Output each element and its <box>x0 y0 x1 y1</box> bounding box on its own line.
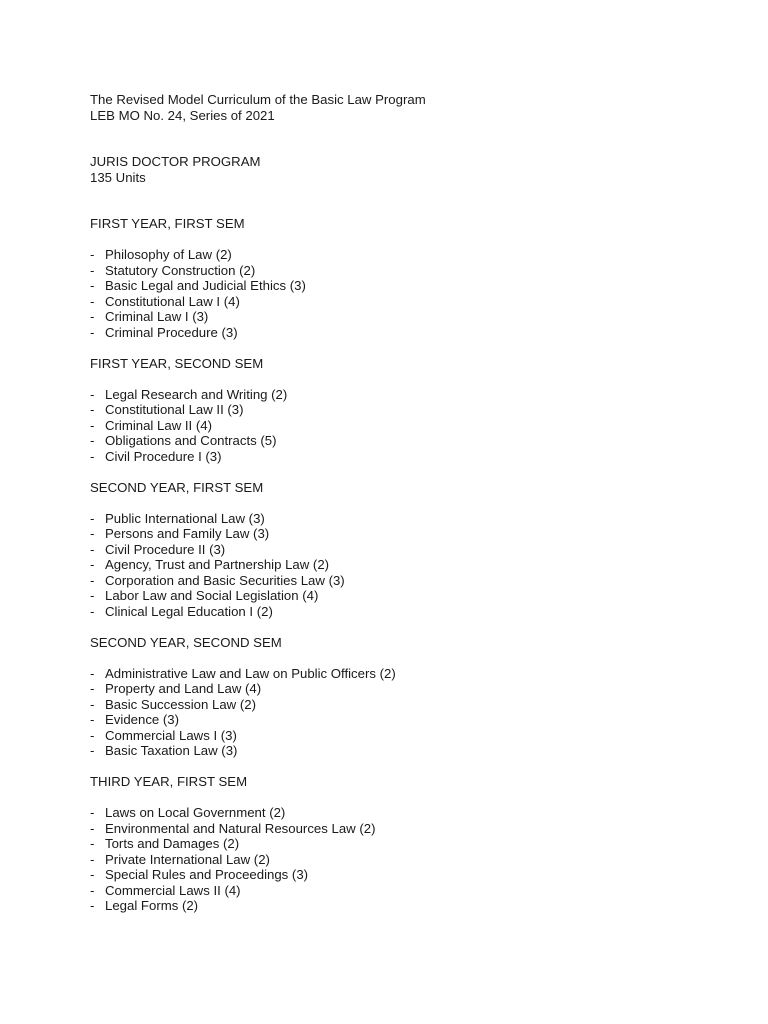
dash-bullet-icon: - <box>90 526 95 541</box>
course-item <box>90 309 730 325</box>
course-label: Environmental and Natural Resources Law (2) <box>105 820 376 836</box>
course-item <box>90 604 730 620</box>
dash-bullet-icon: - <box>90 402 95 417</box>
section-heading: FIRST YEAR, FIRST SEM <box>90 216 245 231</box>
course-label: Labor Law and Social Legislation (4) <box>105 588 319 603</box>
dash-bullet-icon: - <box>90 309 95 324</box>
course-label: Constitutional Law II (3) <box>105 402 244 417</box>
course-label: Philosophy of Law (2) <box>105 247 232 262</box>
dash-bullet-icon: - <box>90 588 95 603</box>
dash-bullet-icon: - <box>90 898 95 913</box>
section-heading: SECOND YEAR, SECOND SEM <box>90 634 282 650</box>
curriculum-sections <box>90 216 730 914</box>
course-label: Special Rules and Proceedings (3) <box>105 867 309 882</box>
course-item <box>90 247 730 263</box>
course-list <box>90 247 730 340</box>
course-label: Basic Taxation Law (3) <box>105 743 238 758</box>
course-item <box>90 511 730 527</box>
course-label: Torts and Damages (2) <box>105 836 240 851</box>
course-list <box>90 511 730 620</box>
dash-bullet-icon: - <box>90 386 95 402</box>
document-header <box>90 92 730 123</box>
course-label: Laws on Local Government (2) <box>105 805 286 820</box>
dash-bullet-icon: - <box>90 851 95 867</box>
dash-bullet-icon: - <box>90 557 95 572</box>
program-units: 135 Units <box>90 169 146 185</box>
dash-bullet-icon: - <box>90 743 95 758</box>
course-item <box>90 402 730 418</box>
dash-bullet-icon: - <box>90 696 95 712</box>
curriculum-section <box>90 356 730 465</box>
section-heading: THIRD YEAR, FIRST SEM <box>90 774 248 789</box>
course-label: Commercial Laws I (3) <box>105 727 237 743</box>
dash-bullet-icon: - <box>90 278 95 293</box>
course-label: Criminal Procedure (3) <box>105 324 238 340</box>
curriculum-section <box>90 216 730 340</box>
section-heading: FIRST YEAR, SECOND SEM <box>90 355 264 371</box>
course-label: Persons and Family Law (3) <box>105 526 270 541</box>
course-item <box>90 712 730 728</box>
course-item <box>90 433 730 449</box>
course-item <box>90 588 730 604</box>
dash-bullet-icon: - <box>90 324 95 340</box>
course-label: Clinical Legal Education I (2) <box>105 603 273 619</box>
course-label: Obligations and Contracts (5) <box>105 433 277 448</box>
course-item <box>90 836 730 852</box>
program-block <box>90 154 730 185</box>
document-reference: LEB MO No. 24, Series of 2021 <box>90 107 275 123</box>
course-list <box>90 387 730 465</box>
course-item <box>90 387 730 403</box>
course-item <box>90 278 730 294</box>
course-item <box>90 526 730 542</box>
dash-bullet-icon: - <box>90 572 95 588</box>
dash-bullet-icon: - <box>90 247 95 262</box>
curriculum-section <box>90 635 730 759</box>
dash-bullet-icon: - <box>90 712 95 727</box>
course-label: Criminal Law I (3) <box>105 309 209 324</box>
course-label: Basic Legal and Judicial Ethics (3) <box>105 278 306 293</box>
course-item <box>90 697 730 713</box>
course-item <box>90 728 730 744</box>
dash-bullet-icon: - <box>90 820 95 836</box>
course-item <box>90 898 730 914</box>
dash-bullet-icon: - <box>90 836 95 851</box>
dash-bullet-icon: - <box>90 510 95 526</box>
course-label: Basic Succession Law (2) <box>105 696 256 712</box>
dash-bullet-icon: - <box>90 727 95 743</box>
curriculum-section <box>90 774 730 914</box>
course-item <box>90 666 730 682</box>
section-heading: SECOND YEAR, FIRST SEM <box>90 479 264 495</box>
dash-bullet-icon: - <box>90 293 95 309</box>
course-item <box>90 821 730 837</box>
course-label: Administrative Law and Law on Public Officers (2) <box>105 665 396 681</box>
dash-bullet-icon: - <box>90 805 95 820</box>
document-page <box>90 92 730 914</box>
course-item <box>90 263 730 279</box>
course-label: Constitutional Law I (4) <box>105 293 240 309</box>
course-item <box>90 852 730 868</box>
course-label: Criminal Law II (4) <box>105 417 212 433</box>
course-item <box>90 418 730 434</box>
course-label: Evidence (3) <box>105 712 180 727</box>
course-label: Commercial Laws II (4) <box>105 882 241 898</box>
dash-bullet-icon: - <box>90 867 95 882</box>
dash-bullet-icon: - <box>90 603 95 619</box>
dash-bullet-icon: - <box>90 882 95 898</box>
course-item <box>90 449 730 465</box>
course-list <box>90 666 730 759</box>
curriculum-section <box>90 480 730 620</box>
course-item <box>90 805 730 821</box>
course-item <box>90 542 730 558</box>
dash-bullet-icon: - <box>90 433 95 448</box>
document-title: The Revised Model Curriculum of the Basic Law Program <box>90 92 426 107</box>
course-list <box>90 805 730 914</box>
course-item <box>90 681 730 697</box>
course-item <box>90 883 730 899</box>
course-label: Civil Procedure I (3) <box>105 448 222 464</box>
course-label: Civil Procedure II (3) <box>105 541 226 557</box>
dash-bullet-icon: - <box>90 448 95 464</box>
dash-bullet-icon: - <box>90 541 95 557</box>
course-label: Legal Forms (2) <box>105 898 199 913</box>
course-label: Property and Land Law (4) <box>105 681 262 696</box>
program-name: JURIS DOCTOR PROGRAM <box>90 154 261 169</box>
dash-bullet-icon: - <box>90 665 95 681</box>
course-label: Private International Law (2) <box>105 851 270 867</box>
dash-bullet-icon: - <box>90 681 95 696</box>
dash-bullet-icon: - <box>90 262 95 278</box>
course-item <box>90 294 730 310</box>
course-label: Legal Research and Writing (2) <box>105 386 288 402</box>
course-label: Statutory Construction (2) <box>105 262 256 278</box>
course-item <box>90 867 730 883</box>
course-label: Agency, Trust and Partnership Law (2) <box>105 557 330 572</box>
course-item <box>90 743 730 759</box>
course-label: Public International Law (3) <box>105 510 265 526</box>
course-item <box>90 325 730 341</box>
course-item <box>90 573 730 589</box>
dash-bullet-icon: - <box>90 417 95 433</box>
course-item <box>90 557 730 573</box>
course-label: Corporation and Basic Securities Law (3) <box>105 572 345 588</box>
